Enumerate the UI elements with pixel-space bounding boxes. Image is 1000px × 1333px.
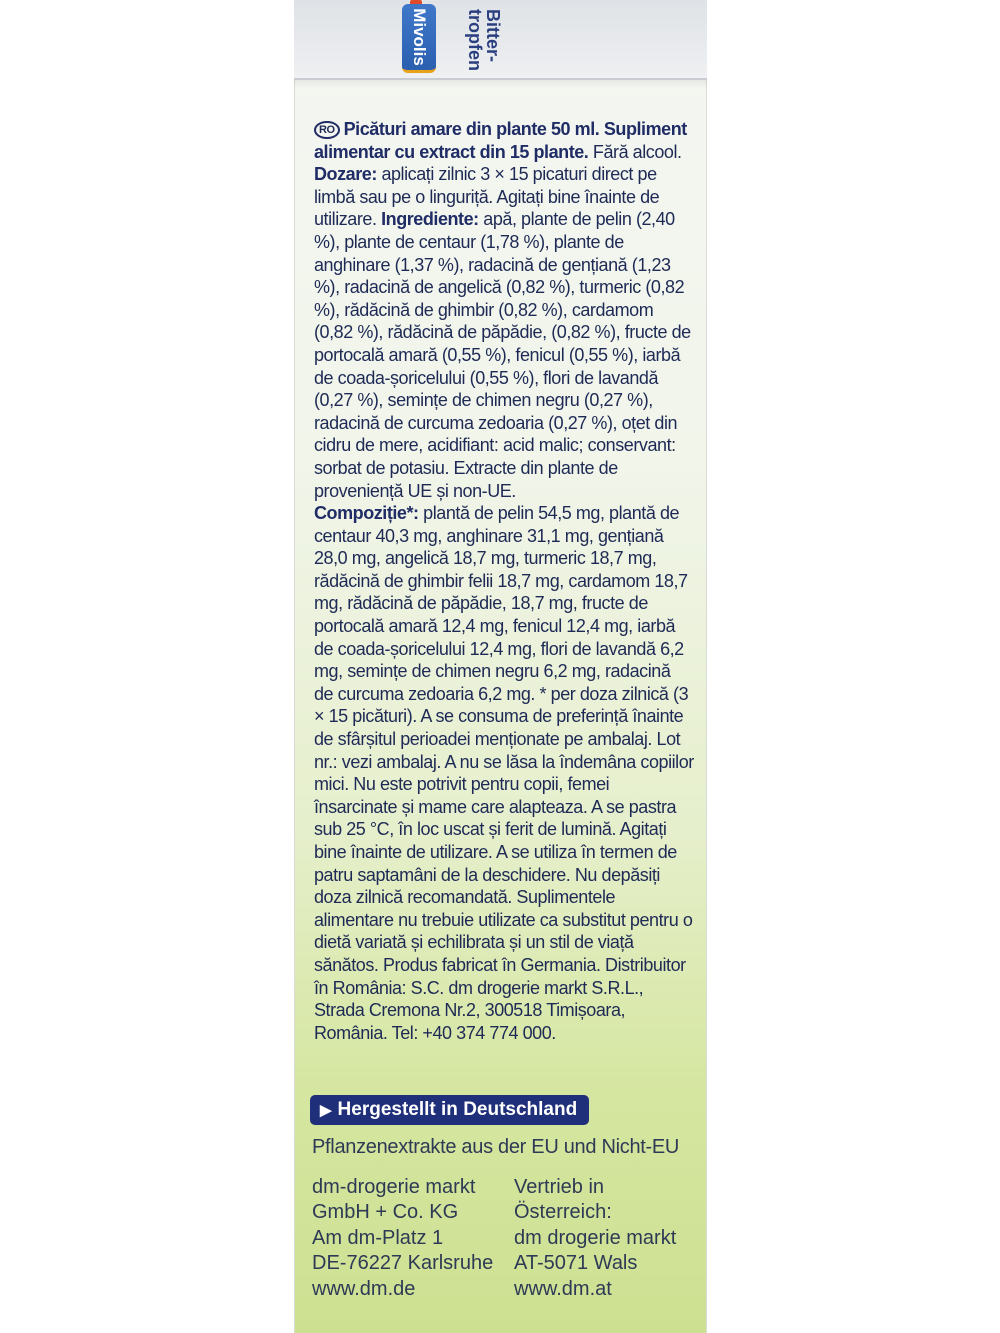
product-box-side: [294, 0, 707, 1333]
address-austria: [514, 1175, 676, 1302]
address-de-website: www.dm.de: [312, 1277, 416, 1300]
ingredients-text: apă, plante de pelin (2,40 %), plante de centaur (1,78 %), plante de anghinare (1,37 %), radacină de gențiană (1,23 %), radacină de angelică (0,82 %), turmeric (0,82 %), rădăcină de ghimbir (0,82 %), cardamom (0,82 %), rădăcină de păpădie, (0,82 %), fructe de portocală amară (0,55 %), fenicul (0,55 %), iarbă de coada-șoricelului (0,55 %), flori de lavandă (0,27 %), semințe de chimen negru (0,27 %), radacină de curcuma zedoaria (0,27 %), oțet din cidru de mere, acidifiant: acid malic; conservant: sorbat de potasiu. Extracte din plante de proveniență UE și non-UE.: [314, 209, 691, 501]
dosage-text: aplicați zilnic 3 × 15 picaturi direct pe limbă sau pe o linguriță. Agitați bine înainte de utilizare.: [314, 164, 660, 230]
ro-title: Picături amare din plante 50 ml. Supliment alimentar cu extract din 15 plante.: [314, 119, 687, 162]
ro-title-rest: Fără alcool.: [592, 141, 682, 162]
address-de-line: Am dm-Platz 1: [312, 1226, 444, 1249]
made-in-label: Hergestellt in Deutschland: [337, 1099, 578, 1120]
composition-text: plantă de pelin 54,5 mg, plantă de centaur 40,3 mg, anghinare 31,1 mg, gențiană 28,0 mg, angelică 18,7 mg, turmeric 18,7 mg, rădăcină de ghimbir felii 18,7 mg, cardamom 18,7 mg, rădăcină de păpădie, 18,7 mg, fructe de portocală amară 12,4 mg, fenicul 12,4 mg, iarbă de coada-șoricelului 12,4 mg, flori de lavandă 6,2 mg, semințe de chimen negru 6,2 mg, radacină de curcuma zedoaria 6,2 mg. * per doza zilnică (3 × 15 picături). A se consuma de preferință înainte de sfârșitul perioadei menționate pe ambalaj. Lot nr.: vezi ambalaj. A nu se lăsa la îndemâna copiilor mici. Nu este potrivit pentru copii, femei însarcinate și mame care alapteaza. A se pastra sub 25 °C, în loc uscat și ferit de lumină. Agitați bine înainte de utilizare. A se utiliza în termen de patru saptamâni de la deschidere. Nu depăsiți doza zilnică recomandată. Suplimentele alimentare nu trebuie utilizate ca substitut pentru o dietă variată și echilibrata și un stil de viață sănătos. Produs fabricat în Germania. Distribuitor în România: S.C. dm drogerie markt S.R.L., Strada Cremona Nr.2, 300518 Timișoara, România. Tel: +40 374 774 000.: [314, 503, 694, 1043]
address-de-line: dm-drogerie markt: [312, 1176, 476, 1198]
address-at-line: Vertrieb in: [514, 1176, 605, 1198]
flap-shadow: [294, 80, 707, 88]
address-germany: [312, 1175, 493, 1302]
product-name-line1: Bitter-: [483, 9, 503, 62]
address-at-line: AT-5071 Wals: [514, 1252, 638, 1275]
ro-badge-icon: RO: [314, 121, 340, 139]
play-triangle-icon: ▶: [320, 1102, 332, 1119]
composition-label: Compoziție*:: [314, 503, 419, 524]
ingredients-label: Ingrediente:: [381, 209, 479, 230]
address-at-website: www.dm.at: [514, 1277, 612, 1300]
address-at-line: Österreich:: [514, 1201, 612, 1224]
address-at-line: dm drogerie markt: [514, 1226, 677, 1249]
address-de-line: DE-76227 Karlsruhe: [312, 1252, 494, 1275]
dosage-label: Dozare:: [314, 164, 377, 185]
product-name: [466, 9, 502, 71]
product-name-line2: tropfen: [465, 9, 485, 71]
box-top-flap: [294, 0, 707, 80]
plant-extracts-note: Pflanzenextrakte aus der EU und Nicht-EU: [312, 1136, 680, 1158]
made-in-germany-badge: [310, 1095, 589, 1125]
address-de-line: GmbH + Co. KG: [312, 1201, 459, 1224]
brand-logo-text: Mivolis: [410, 8, 429, 66]
romanian-label-text: [314, 118, 694, 1044]
